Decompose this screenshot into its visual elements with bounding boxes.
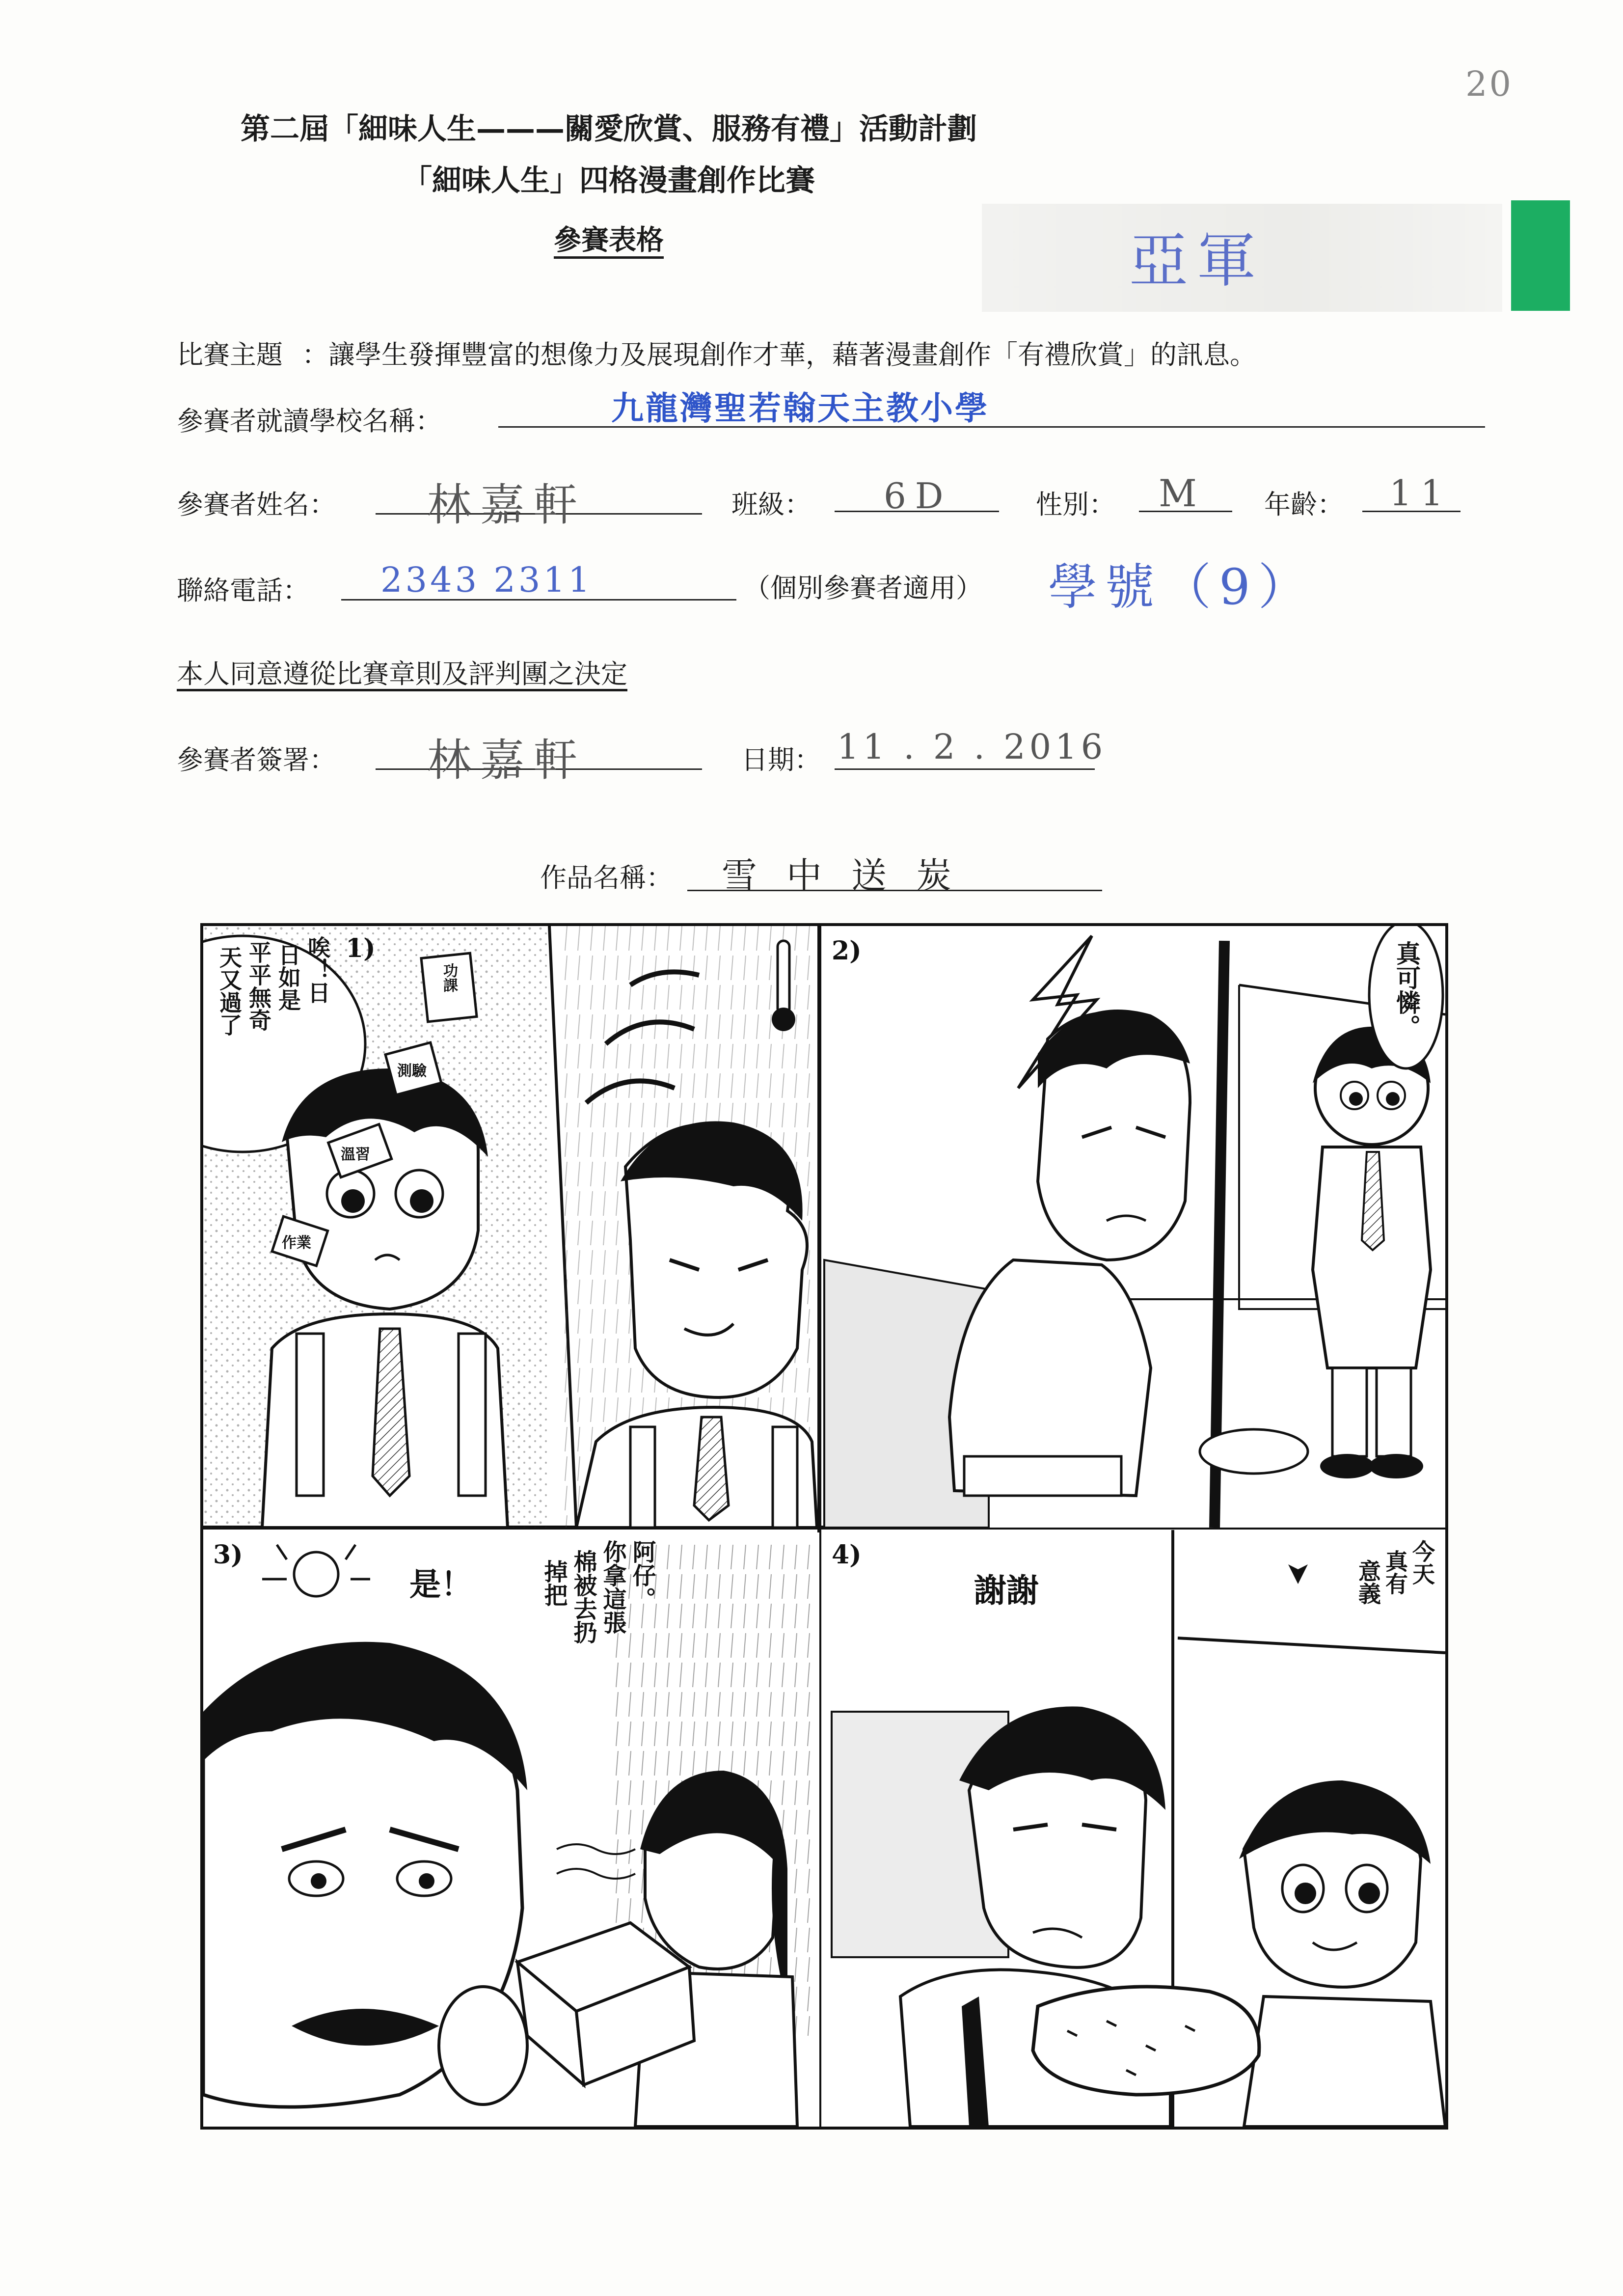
work-title-value: 雪中送炭 [722,855,981,896]
name-label: 參賽者姓名： [177,489,336,520]
panel3-number: 3) [213,1540,243,1570]
gender-label: 性別： [1036,489,1115,520]
green-tab [1511,200,1570,311]
panel2-number: 2) [832,936,862,966]
date-label: 日期： [741,744,821,775]
age-value: 11 [1389,472,1452,514]
panel1-note-2: 測驗 [397,1063,427,1080]
panel3-bubble-woman-col1: 阿仔。 [628,1540,656,1611]
panel4-number: 4) [832,1540,862,1570]
theme-label: 比賽主題 [177,339,283,370]
page-number: 20 [1465,64,1514,104]
panel4-thought-col1: 今天 [1409,1540,1435,1585]
name-value: 林嘉軒 [427,479,586,531]
class-value: 6D [884,475,952,517]
date-line [835,768,1095,770]
consent-text: 本人同意遵從比賽章則及評判團之決定 [177,658,627,689]
panel3-bubble-boy: 是！ [409,1566,472,1603]
school-label: 參賽者就讀學校名稱： [177,406,442,437]
panel3-bubble-woman-col2: 你拿這張 [599,1540,626,1634]
header-subtitle: 「細味人生」四格漫畫創作比賽 [403,164,815,198]
theme-text: ：讓學生發揮豐富的想像力及展現創作才華，藉著漫畫創作「有禮欣賞」的訊息。 [302,339,1256,370]
award-stamp: 亞軍 [1129,227,1265,295]
class-label: 班級： [731,489,811,520]
panel1-bubble-col4: 唉！日 [304,936,331,1004]
panel1-note-3: 溫習 [341,1146,370,1163]
signature-label: 參賽者簽署： [177,744,336,775]
student-number: 學號（9） [1048,558,1315,616]
panel4-bubble-man: 謝謝 [974,1571,1039,1610]
panel1-note-1: 功課 [440,963,458,992]
form-title: 參賽表格 [554,224,664,256]
comic-artwork [203,926,1445,2127]
header-title: 第二屆「細味人生———關愛欣賞、服務有禮」活動計劃 [241,112,977,146]
phone-value: 2343 2311 [380,560,593,600]
panel1-bubble-col3: 日如是 [275,943,301,1011]
panel1-number: 1) [346,933,376,963]
panel1-bubble-col2: 平平無奇 [245,941,272,1031]
panel1-note-4: 作業 [282,1234,311,1252]
date-value: 11 . 2 . 2016 [837,727,1107,767]
school-value: 九龍灣聖若翰天主教小學 [611,389,989,427]
comic-frame [200,923,1448,2130]
panel2-bubble: 真可憐。 [1392,941,1421,1039]
age-label: 年齡： [1264,489,1344,520]
panel3-bubble-woman-col3: 棉被去扔 [569,1550,597,1644]
signature-value: 林嘉軒 [427,735,586,786]
phone-label: 聯絡電話： [177,575,309,606]
panel1-bubble-col1: 天又過了 [216,946,243,1036]
panel4-thought-col2: 真有 [1382,1550,1408,1595]
phone-note: （個別參賽者適用） [744,573,982,603]
panel4-thought-col3: 意義 [1355,1559,1381,1605]
gender-value: M [1159,471,1206,515]
panel3-bubble-woman-col4: 掉把 [540,1559,568,1607]
work-title-label: 作品名稱： [540,862,673,893]
